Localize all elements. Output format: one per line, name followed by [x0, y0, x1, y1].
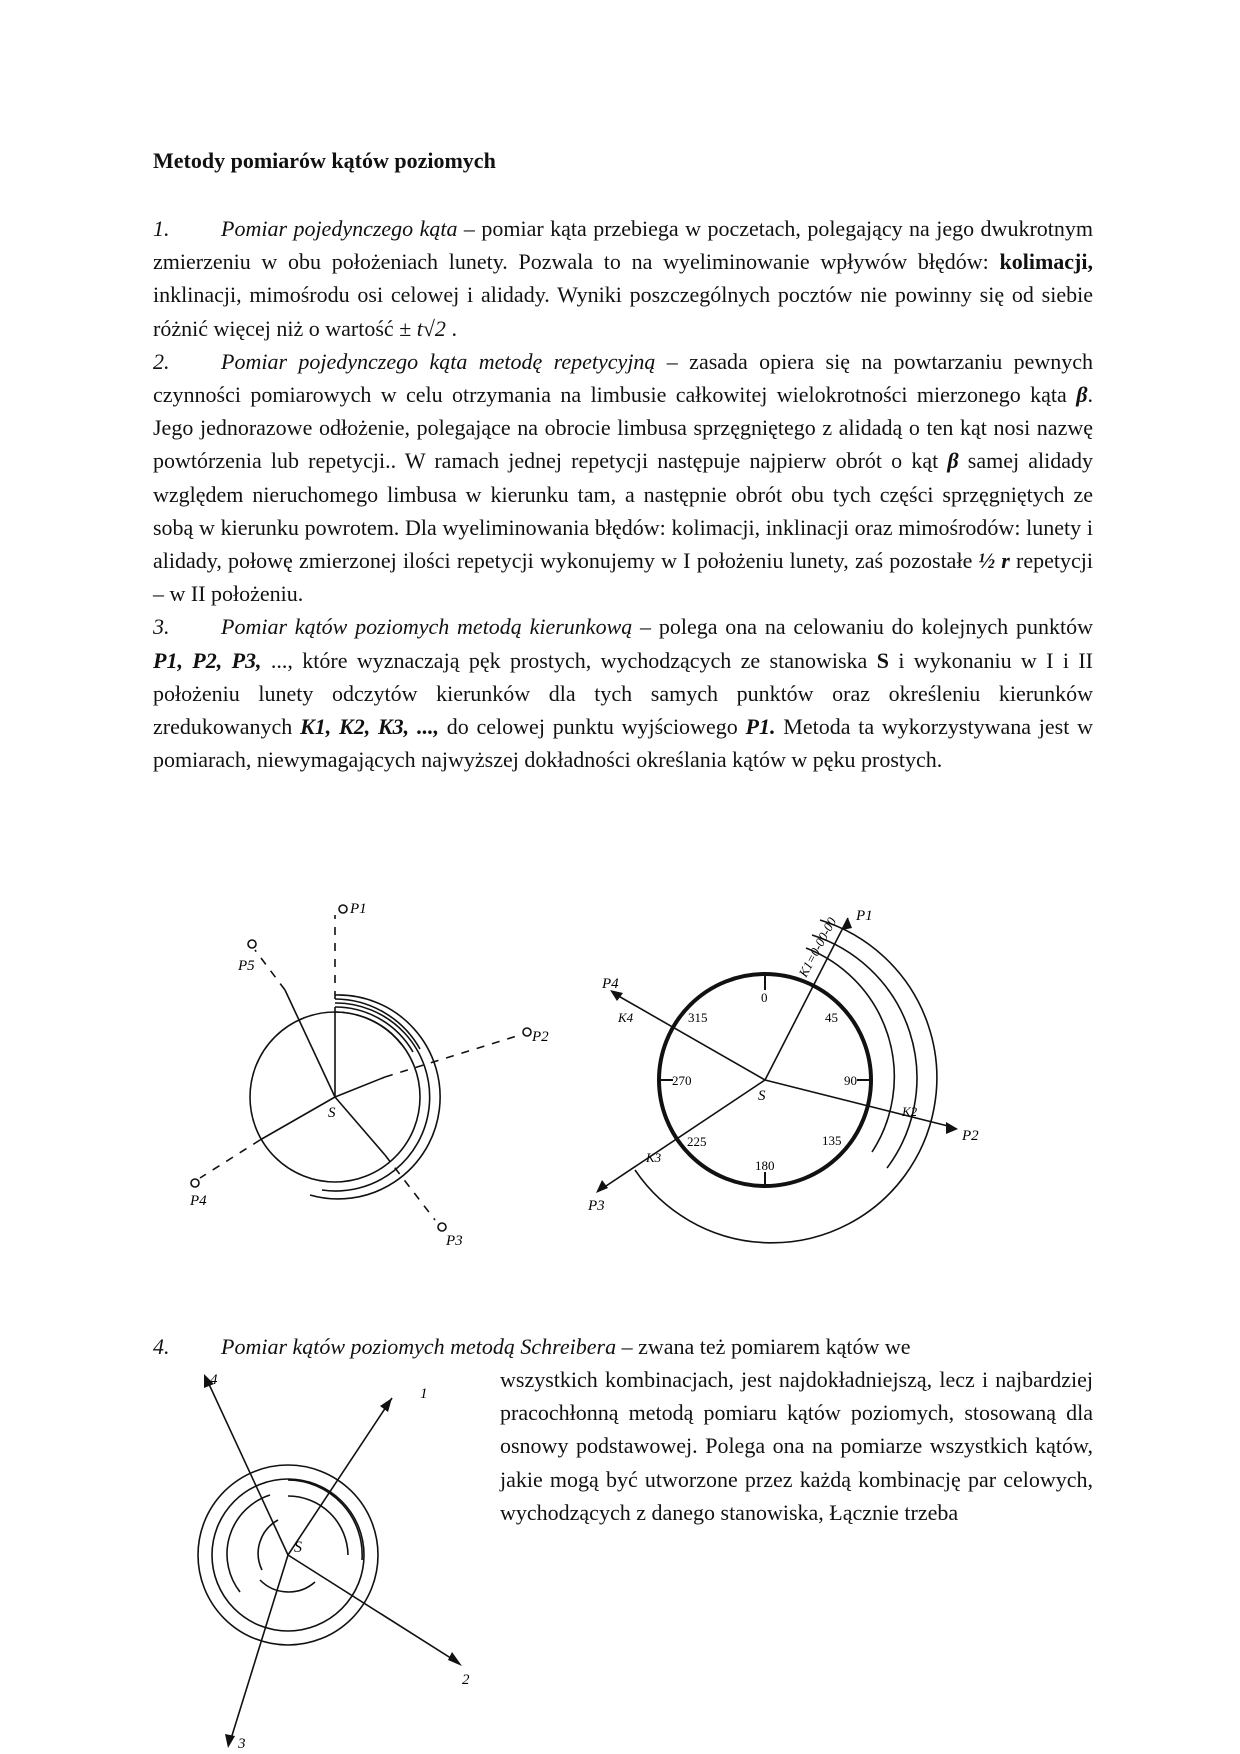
fig2-label-s: S [758, 1088, 766, 1104]
fig1-label-p3: P3 [446, 1233, 463, 1249]
section-3-text2: ..., które wyznaczają pęk prostych, wychodzących ze stanowiska [261, 647, 877, 673]
fig2-grad-45: 45 [825, 1010, 838, 1025]
section-3-points: P1, P2, P3, [153, 647, 262, 673]
figure-2-reduced-directions [580, 890, 1010, 1250]
section-1 [153, 212, 1093, 345]
fig2-grad-180: 180 [755, 1158, 775, 1173]
section-3-text4: do celowej punktu wyjściowego [438, 714, 746, 740]
fig3-label-2: 2 [462, 1672, 470, 1688]
section-1-text3: . [445, 315, 457, 341]
fig2-grad-270: 270 [672, 1073, 692, 1088]
section-1-text2: inklinacji, mimośrodu osi celowej i alidady. Wyniki poszczególnych pocztów nie powinny się od siebie różnić więcej niż o wartość [153, 282, 1093, 341]
section-2-text3: samej alidady względem nieruchomego limbusa w kierunku tam, a następnie obrót obu tych części sprzęgniętych ze sobą w kierunku powrotem. Dla wyeliminowania błędów: kolimacji, inklinacji oraz mimośrodów: lunety i alidady, połowę zmierzonej ilości repetycji wykonujemy w I położeniu lunety, zaś pozostałe [153, 448, 1094, 574]
section-1-number: 1. [153, 216, 170, 241]
fig2-label-p1: P1 [856, 908, 873, 924]
fig3-label-3: 3 [238, 1736, 246, 1752]
section-3-station: S [876, 647, 889, 673]
figure-1-svg [180, 895, 600, 1255]
section-2-beta2: β [947, 448, 959, 474]
fig1-label-s: S [328, 1105, 336, 1121]
section-3-text3: i wykonaniu w I i II położeniu lunety odczytów kierunków dla tych samych punktów oraz określeniu kierunków zredukowanych [153, 647, 1094, 740]
section-1-title: Pomiar pojedynczego kąta [221, 216, 458, 241]
fig1-label-p2: P2 [532, 1029, 549, 1045]
section-3-text5: Metoda ta wykorzystywana jest w pomiarach, niewymagających najwyższej dokładności określania kątów w pęku prostych. [153, 714, 1093, 773]
section-3-number: 3. [153, 614, 170, 640]
fig2-label-k4: K4 [618, 1010, 634, 1025]
fig2-grad-0: 0 [761, 990, 768, 1005]
section-3 [153, 610, 1093, 776]
page-title: Metody pomiarów kątów poziomych [153, 148, 496, 173]
section-4-number: 4. [153, 1334, 170, 1359]
fig1-label-p4: P4 [190, 1193, 207, 1209]
fig2-grad-315: 315 [688, 1010, 708, 1025]
section-2-title: Pomiar pojedynczego kąta metodę repetycyjną [221, 348, 656, 374]
section-1-bold: kolimacji, [999, 249, 1093, 275]
section-3-reduced: K1, K2, K3, ..., [300, 714, 439, 740]
fig2-label-k3: K3 [646, 1150, 662, 1165]
section-2 [153, 345, 1093, 611]
figure-1-direction-method [180, 895, 600, 1255]
section-4-title: Pomiar kątów poziomych metodą Schreibera [221, 1334, 617, 1359]
section-2-number: 2. [153, 348, 170, 374]
section-2-half: ½ r [978, 548, 1010, 574]
section-2-beta: β [1076, 382, 1088, 408]
fig2-label-k1: K1=0-00-00 [795, 914, 840, 980]
fig2-label-p4: P4 [602, 976, 619, 992]
figure-3-schreiber-method [180, 1370, 480, 1754]
fig2-grad-90: 90 [844, 1073, 857, 1088]
section-2-text2: . Jego jednorazowe odłożenie, polegające na obrocie limbusa sprzęgniętego z alidadą o ten kąt nosi nazwę powtórzenia lub repetycji.. W ramach jednej repetycji następuje najpierw obrót o kąt [153, 382, 1093, 474]
fig1-label-p5: P5 [238, 958, 255, 974]
fig3-label-s: S [294, 1539, 302, 1556]
section-1-text: – pomiar kąta przebiega w poczetach, polegający na jego dwukrotnym zmierzeniu w obu położeniach lunety. Pozwala to na wyeliminowanie wpływów błędów: [153, 216, 1093, 275]
section-2-text4: repetycji – w II położeniu. [153, 548, 1093, 607]
fig3-label-1: 1 [420, 1386, 428, 1402]
figure-3-svg [180, 1370, 480, 1754]
fig2-label-k2: K2 [902, 1104, 918, 1119]
figure-2-svg [580, 890, 1010, 1250]
section-3-p1: P1. [745, 714, 776, 740]
section-4-heading [153, 1330, 1093, 1363]
body-text [153, 212, 1093, 776]
fig2-grad-225: 225 [687, 1134, 707, 1149]
section-4-text: wszystkich kombinacjach, jest najdokładniejszą, lecz i najbardziej pracochłonną metodą pomiaru kątów poziomych, stosowaną dla osnowy podstawowej. Polega ona na pomiarze wszystkich kątów, jakie mogą być utworzone przez każdą kombinację par celowych, wychodzących z danego stanowiska, Łącznie trzeba [500, 1367, 1093, 1525]
section-2-text: – zasada opiera się na powtarzaniu pewnych czynności pomiarowych w celu otrzymania na limbusie całkowitej wielokrotności mierzonego kąta [153, 348, 1093, 408]
section-4-text-a: – zwana też pomiarem kątów we [616, 1334, 911, 1359]
fig1-label-p1: P1 [350, 901, 367, 917]
fig3-label-4: 4 [210, 1372, 218, 1388]
fig2-label-p2: P2 [962, 1128, 979, 1144]
fig2-grad-135: 135 [822, 1133, 842, 1148]
section-3-title: Pomiar kątów poziomych metodą kierunkową [221, 614, 633, 640]
section-3-text: – polega ona na celowaniu do kolejnych punktów [632, 614, 1093, 640]
section-1-formula: ± t√2 [399, 315, 446, 341]
fig2-label-p3: P3 [588, 1198, 605, 1214]
